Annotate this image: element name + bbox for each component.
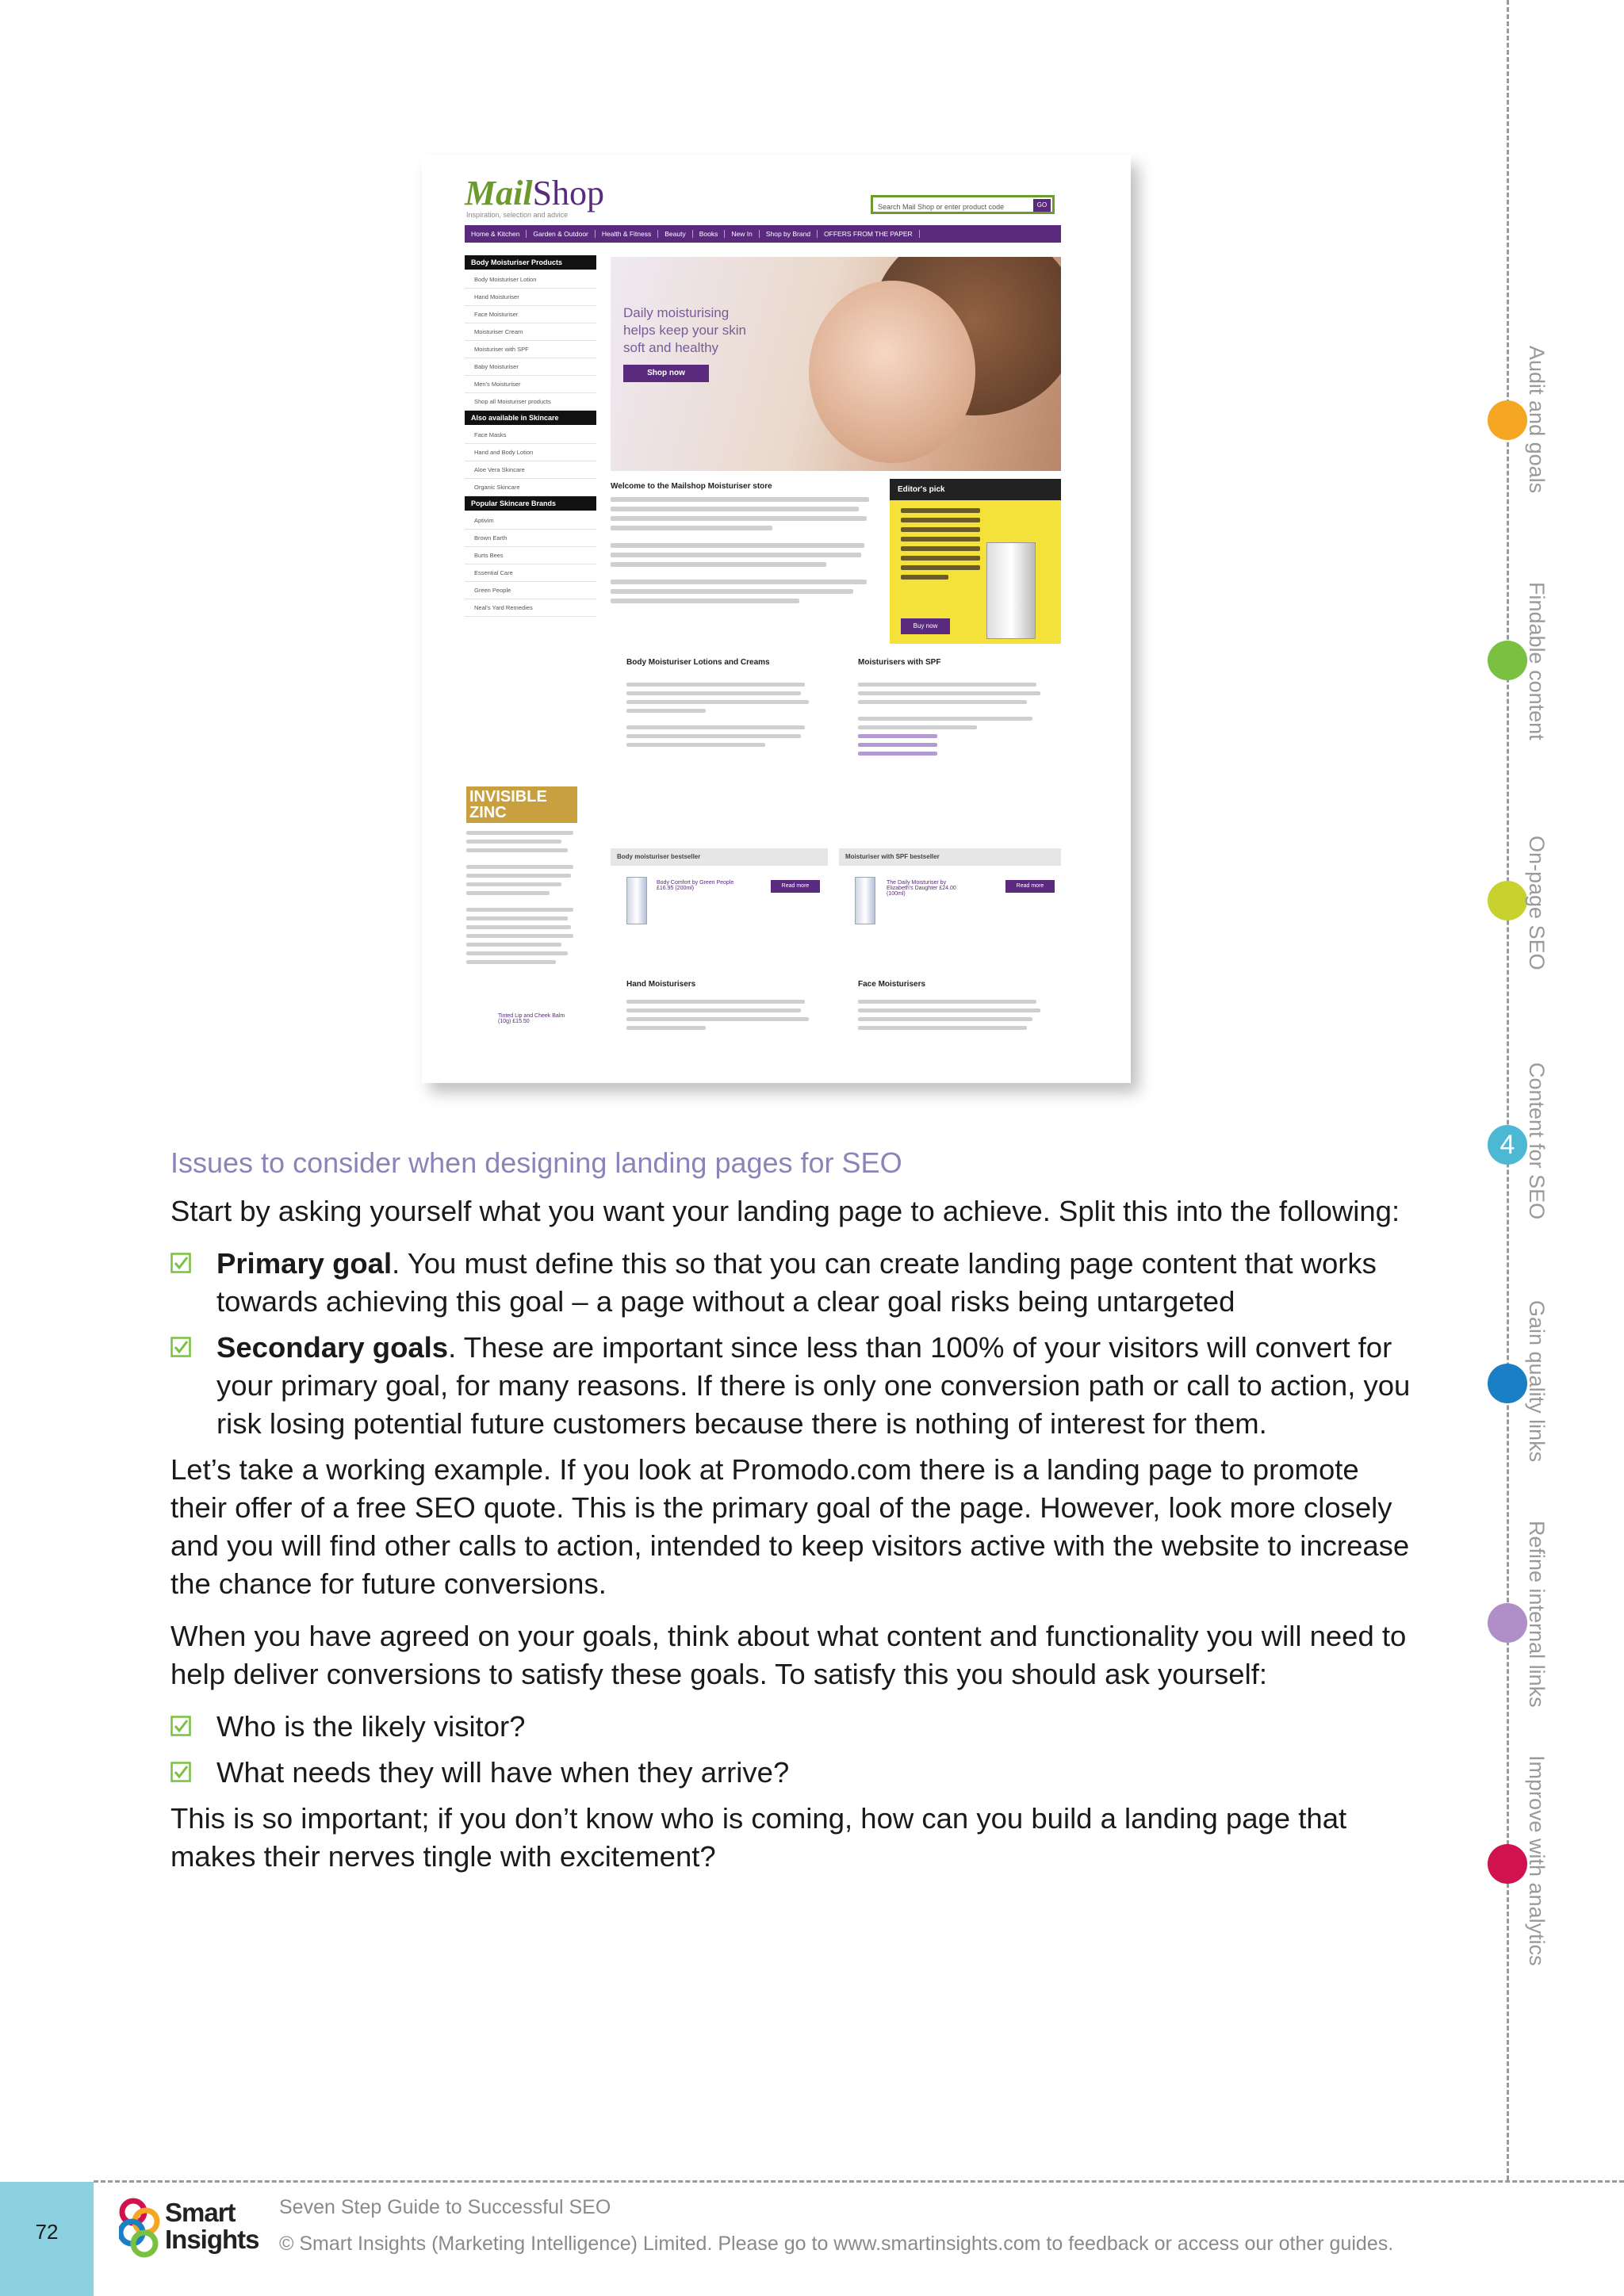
example-paragraph: Let’s take a working example. If you look at Promodo.com there is a landing page to promote their offer of a free SEO quote. This is the primary goal of the page. However, look more closely and you will find other calls to action, intended to keep visitors active with the website to increase the chance for future conversions. bbox=[170, 1453, 1410, 1600]
mailshop-zinc-copy bbox=[466, 831, 585, 969]
mailshop-search: Search Mail Shop or enter product code GO bbox=[871, 195, 1055, 214]
list-item: Secondary goals. These are important since less than 100% of your visitors will convert for your primary goal, for many reasons. If there is only one conversion path or call to action, you risk losing potential future customers because there is nothing of interest for them. bbox=[170, 1329, 1415, 1443]
mailshop-product-image bbox=[855, 877, 875, 924]
copyright-notice: © Smart Insights (Marketing Intelligence) Limited. Please go to www.smartinsights.com to feedback or access our other guides. bbox=[279, 2233, 1394, 2255]
body-text bbox=[170, 1192, 1415, 1876]
mailshop-sidebar: Body Moisturiser Products Body Moisturiser Lotion Hand Moisturiser Face Moisturiser Moisturiser Cream Moisturiser with SPF Baby Moisturiser Men's Moisturiser Shop all Moisturiser products Also available in Skincare Face Masks Hand and Body Lotion Aloe Vera Skincare Organic Skincare Popular Skincare Brands Aptivim Brown Earth Burts Bees Essential Care Green People Neal's Yard Remedies bbox=[465, 255, 596, 617]
checkbox-icon bbox=[170, 1762, 191, 1782]
guide-title: Seven Step Guide to Successful SEO bbox=[279, 2196, 611, 2218]
intro-paragraph: Start by asking yourself what you want your landing page to achieve. Split this into the following: bbox=[170, 1195, 1400, 1227]
mailshop-search-go: GO bbox=[1033, 199, 1051, 212]
mailshop-shop-now: Shop now bbox=[623, 365, 709, 382]
footer-divider bbox=[94, 2180, 1624, 2183]
smart-insights-logo-icon bbox=[119, 2195, 163, 2263]
step-label-content[interactable]: Content for SEO bbox=[1525, 1062, 1549, 1220]
mailshop-col-lotions: Body Moisturiser Lotions and Creams bbox=[626, 658, 825, 752]
step-label-onpage[interactable]: On-page SEO bbox=[1525, 836, 1549, 970]
mailshop-read-more: Read more bbox=[771, 880, 820, 893]
mailshop-col-spf: Moisturisers with SPF bbox=[858, 658, 1056, 760]
list-item: Who is the likely visitor? bbox=[170, 1708, 1415, 1746]
smart-insights-logo: Smart Insights bbox=[119, 2195, 270, 2266]
mailshop-nav: Home & Kitchen Garden & Outdoor Health & Fitness Beauty Books New In Shop by Brand OFFERS FROM THE PAPER bbox=[465, 225, 1061, 243]
section-subheading: Issues to consider when designing landing pages for SEO bbox=[170, 1146, 902, 1179]
step-label-findable[interactable]: Findable content bbox=[1525, 582, 1549, 740]
mailshop-invisible-zinc: INVISIBLE ZINC bbox=[466, 786, 577, 823]
mailshop-logo: MailShop bbox=[465, 174, 605, 212]
mailshop-screenshot bbox=[422, 155, 1131, 1083]
mailshop-bestseller-body: Body moisturiser bestseller bbox=[611, 848, 828, 866]
mailshop-product-1: Body Comfort by Green People £16.95 (200ml) bbox=[657, 880, 734, 891]
page-number: 72 bbox=[0, 2182, 94, 2296]
checkbox-icon bbox=[170, 1253, 191, 1273]
mailshop-tinted-balm: Tinted Lip and Cheek Balm (10g) £15.50 bbox=[498, 1013, 565, 1024]
mailshop-bestseller-spf: Moisturiser with SPF bestseller bbox=[839, 848, 1061, 866]
step-label-links[interactable]: Gain quality links bbox=[1525, 1300, 1549, 1463]
mailshop-welcome: Welcome to the Mailshop Moisturiser store bbox=[611, 482, 880, 608]
mailshop-product-image bbox=[626, 877, 647, 924]
mailshop-face: Face Moisturisers bbox=[858, 980, 1056, 1035]
mailshop-read-more: Read more bbox=[1005, 880, 1055, 893]
mailshop-hand: Hand Moisturisers bbox=[626, 980, 825, 1035]
checkbox-icon bbox=[170, 1337, 191, 1357]
step-label-internal[interactable]: Refine internal links bbox=[1525, 1521, 1549, 1708]
step-dot-current[interactable]: 4 bbox=[1488, 1125, 1527, 1165]
step-label-analytics[interactable]: Improve with analytics bbox=[1525, 1755, 1549, 1966]
list-item: Primary goal. You must define this so that you can create landing page content that works towards achieving this goal – a page without a clear goal risks being untargeted bbox=[170, 1245, 1415, 1321]
list-item: What needs they will have when they arrive? bbox=[170, 1754, 1415, 1792]
mailshop-product-2: The Daily Moisturiser by Elizabeth's Daughter £24.00 (100ml) bbox=[887, 880, 956, 897]
step-label-audit[interactable]: Audit and goals bbox=[1525, 346, 1549, 494]
checkbox-icon bbox=[170, 1716, 191, 1736]
questions-list bbox=[170, 1708, 1415, 1792]
closing-paragraph: This is so important; if you don’t know who is coming, how can you build a landing page that makes their nerves tingle with excitement? bbox=[170, 1802, 1347, 1873]
mailshop-hero-banner: Daily moisturising helps keep your skin soft and healthy Shop now bbox=[611, 257, 1061, 471]
mailshop-tagline: Inspiration, selection and advice bbox=[466, 211, 569, 219]
agreed-paragraph: When you have agreed on your goals, think about what content and functionality you will need to help deliver conversions to satisfy these goals. To satisfy this you should ask yourself: bbox=[170, 1620, 1407, 1690]
goals-list bbox=[170, 1245, 1415, 1443]
mailshop-editors-pick: Editor's pick Buy now bbox=[890, 479, 1061, 644]
